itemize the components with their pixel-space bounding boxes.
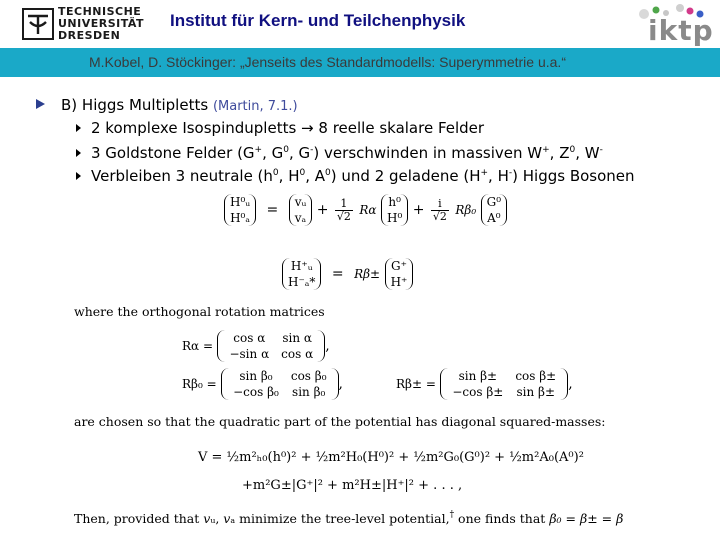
equation-higgs-charged: H⁺ᵤ H⁻ₐ* = Rβ± G⁺ H⁺	[282, 258, 413, 290]
b2-p11: -	[599, 145, 603, 155]
bullet-1-arrow: →	[301, 119, 314, 137]
section-heading	[36, 96, 298, 114]
b2-p6: ) verschwinden in massiven W	[313, 144, 543, 162]
potential-line-1: V = ½m²ₕ₀(h⁰)² + ½m²H₀(H⁰)² + ½m²G₀(G⁰)² + ½m²A₀(A⁰)²	[198, 450, 584, 465]
b2-p9: 0	[569, 145, 576, 155]
iktp-logo	[632, 2, 712, 48]
tu-dresden-emblem-icon	[22, 8, 54, 40]
b3-p0: Verbleiben 3 neutrale (h	[91, 167, 273, 185]
bullet-1-part-1: 2 komplexe Isospindupletts	[91, 119, 302, 137]
b2-p1: +	[254, 145, 263, 155]
eq1-frac-2: $\frac{i}{√2}$	[432, 196, 447, 223]
eq1-vec-2: G⁰ A⁰	[481, 194, 507, 226]
b2-p0: 3 Goldstone Felder (G	[91, 144, 255, 162]
b3-p2: , H	[278, 167, 300, 185]
b2-p5: -	[310, 145, 314, 155]
b3-p9: -	[508, 168, 513, 178]
eq1-plus-2: +	[412, 202, 425, 218]
paper-text-chosen: are chosen so that the quadratic part of the potential has diagonal squared-masses:	[74, 414, 606, 429]
b2-p2: , G	[262, 144, 284, 162]
bullet-1-part-2: 8 reelle skalare Felder	[313, 119, 485, 137]
eq1-frac-1: $\frac{1}{√2}$	[336, 196, 351, 223]
tu-dresden-logo	[22, 6, 172, 46]
section-label: B) Higgs Multipletts	[61, 96, 209, 114]
b2-p4: , G	[289, 144, 311, 162]
section-arrow-icon	[36, 99, 45, 109]
iktp-logo-text: iktp	[648, 14, 714, 47]
potential-line-2: +m²G±|G⁺|² + m²H±|H⁺|² + . . . ,	[242, 478, 463, 493]
paper-excerpt	[74, 188, 634, 538]
eq1-lhs-vector: H⁰ᵤ H⁰ₐ	[224, 194, 256, 226]
b3-p3: 0	[299, 168, 306, 178]
b3-p10: ) Higgs Bosonen	[512, 167, 635, 185]
banner-text: M.Kobel, D. Stöckinger: „Jenseits des Standardmodells: Superymmetrie u.a.“	[89, 54, 566, 70]
paper-text-then: Then, provided that vᵤ, vₐ minimize the tree-level potential,† one finds that β₀ = β± = β	[74, 510, 624, 526]
b3-p8: , H	[488, 167, 509, 185]
b2-p7: +	[542, 145, 550, 155]
b3-p1: 0	[272, 168, 279, 178]
b2-p10: , W	[575, 144, 600, 162]
eq1-plus-1: +	[316, 202, 329, 218]
bullet-item-1	[76, 119, 484, 137]
eq2-lhs-vector: H⁺ᵤ H⁻ₐ*	[282, 258, 321, 290]
eq2-vec: G⁺ H⁺	[385, 258, 414, 290]
section-reference: (Martin, 7.1.)	[212, 99, 298, 114]
logo-line-1: TECHNISCHE	[58, 5, 142, 18]
bullet-item-2	[76, 144, 603, 162]
b3-p6: ) und 2 geladene (H	[330, 167, 481, 185]
bullet-triangle-icon	[76, 149, 81, 157]
b2-p3: 0	[283, 145, 289, 155]
equation-higgs-neutral: H⁰ᵤ H⁰ₐ = vᵤ vₐ + $\frac{1}{√2}$ Rα h⁰ H⁰ + $\frac{i}{√2}$ Rβ₀ G⁰ A⁰	[224, 194, 507, 226]
eq1-R-alpha: Rα	[359, 203, 377, 217]
b3-p4: , A	[305, 167, 326, 185]
author-banner	[0, 48, 720, 77]
b3-p7: +	[480, 168, 489, 178]
eq1-vev-vector: vᵤ vₐ	[289, 194, 313, 226]
matrix-R-betapm: Rβ± = sin β± cos β± −cos β± sin β± ,	[396, 369, 573, 399]
matrix-R-beta0: Rβ₀ = sin β₀ cos β₀ −cos β₀ sin β₀ ,	[182, 369, 343, 399]
bullet-triangle-icon	[76, 172, 81, 180]
logo-line-3: DRESDEN	[58, 29, 121, 42]
b3-p5: 0	[325, 168, 331, 178]
eq2-R-betapm: Rβ±	[354, 267, 381, 281]
logo-line-2: UNIVERSITÄT	[58, 17, 145, 30]
paper-text-rotation: where the orthogonal rotation matrices	[74, 304, 325, 319]
bullet-triangle-icon	[76, 124, 81, 132]
bullet-item-3	[76, 167, 635, 185]
page-title: Institut für Kern- und Teilchenphysik	[170, 11, 466, 30]
eq1-vec-1: h⁰ H⁰	[381, 194, 408, 226]
eq1-R-beta0: Rβ₀	[455, 203, 477, 217]
matrix-R-alpha: Rα = cos α sin α −sin α cos α ,	[182, 331, 330, 361]
b2-p8: , Z	[549, 144, 570, 162]
